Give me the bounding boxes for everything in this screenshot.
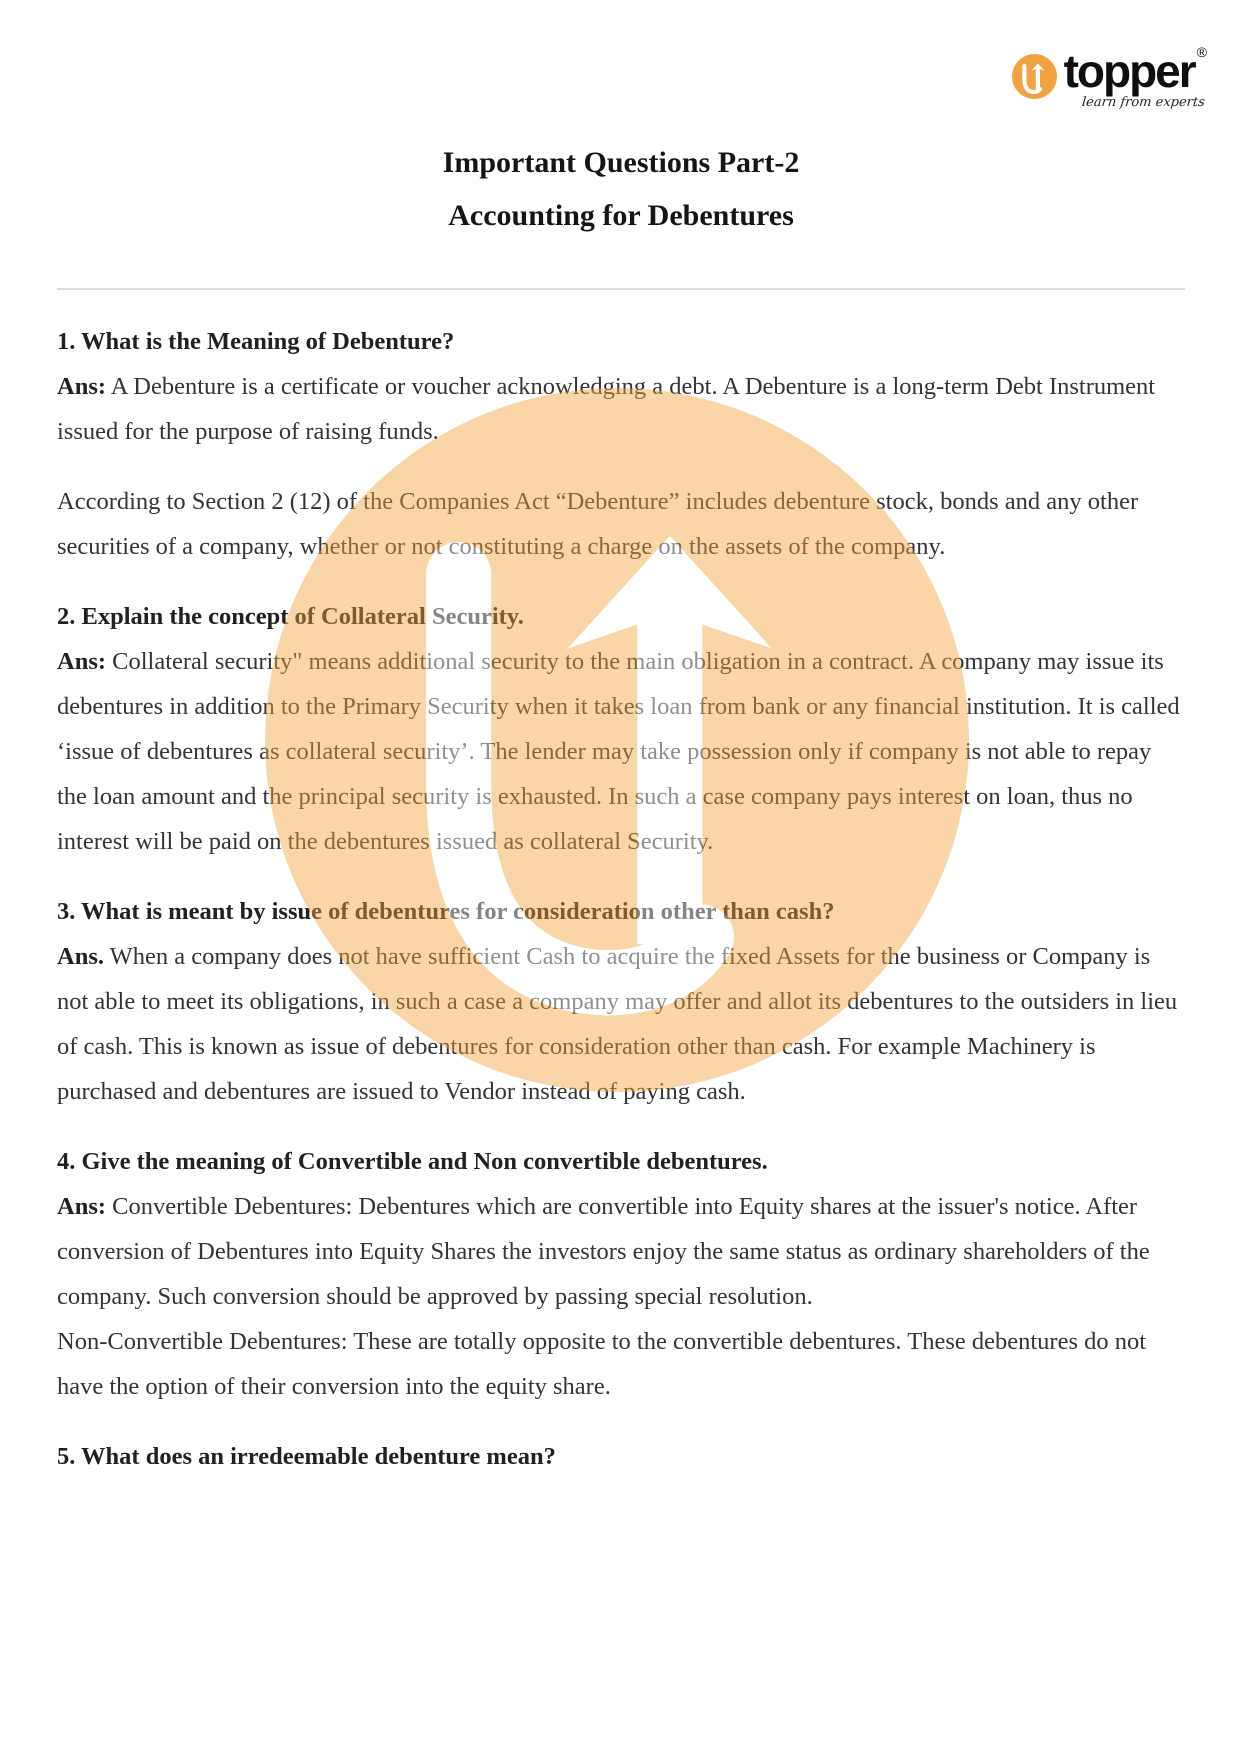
answer-text: Non-Convertible Debentures: These are totally opposite to the convertible debentures. These debentures do not have the option of their conversion into the equity share. <box>57 1328 1147 1400</box>
qa-block-1 <box>57 319 1185 569</box>
brand-wordmark: topper <box>1063 45 1195 97</box>
answer-text: A Debenture is a certificate or voucher acknowledging a debt. A Debenture is a long-term Debt Instrument issued for the purpose of raising funds. <box>57 373 1156 445</box>
answer-label: Ans. <box>57 943 104 970</box>
question-heading: 5. What does an irredeemable debenture mean? <box>57 1443 556 1470</box>
qa-block-3 <box>57 889 1185 1114</box>
title-block <box>57 0 1185 242</box>
utopper-logo-icon <box>1012 54 1057 99</box>
qa-block-5 <box>57 1434 1185 1479</box>
page-title: Important Questions Part-2 <box>442 146 800 179</box>
qa-block-2 <box>57 594 1185 864</box>
question-heading: 1. What is the Meaning of Debenture? <box>57 328 455 355</box>
answer-paragraph <box>57 1184 1185 1319</box>
qa-block-4 <box>57 1139 1185 1409</box>
brand-logo <box>1012 44 1207 110</box>
brand-tagline: learn from experts <box>1081 95 1206 110</box>
answer-paragraph <box>57 934 1185 1114</box>
answer-paragraph <box>57 639 1185 864</box>
brand-wordmark-block <box>1063 44 1207 110</box>
question-heading: 3. What is meant by issue of debentures for consideration other than cash? <box>57 898 835 925</box>
answer-text: Convertible Debentures: Debentures which are convertible into Equity shares at the issuer's notice. After conversion of Debentures into Equity Shares the investors enjoy the same status as ordinary shareholders of the company. Such conversion should be approved by passing special resolution. <box>57 1193 1150 1310</box>
answer-paragraph <box>57 364 1185 454</box>
answer-text: When a company does not have sufficient Cash to acquire the fixed Assets for the business or Company is not able to meet its obligations, in such a case a company may offer and allot its debentures to the outsiders in lieu of cash. This is known as issue of debentures for consideration other than cash. For example Machinery is purchased and debentures are issued to Vendor instead of paying cash. <box>57 943 1178 1105</box>
answer-label: Ans: <box>57 373 107 400</box>
page-subtitle: Accounting for Debentures <box>448 199 794 232</box>
answer-paragraph <box>57 479 1185 569</box>
answer-paragraph <box>57 1319 1185 1409</box>
qa-content <box>57 290 1185 1479</box>
answer-text: Collateral security" means additional security to the main obligation in a contract. A company may issue its debentures in addition to the Primary Security when it takes loan from bank or any financial institution. It is called ‘issue of debentures as collateral security’. The lender may take possession only if company is not able to repay the loan amount and the principal security is exhausted. In such a case company pays interest on loan, thus no interest will be paid on the debentures issued as collateral Security. <box>57 648 1180 855</box>
registered-trademark: ® <box>1196 44 1207 60</box>
question-heading: 2. Explain the concept of Collateral Security. <box>57 603 524 630</box>
question-heading: 4. Give the meaning of Convertible and Non convertible debentures. <box>57 1148 768 1175</box>
answer-text: According to Section 2 (12) of the Companies Act “Debenture” includes debenture stock, bonds and any other securities of a company, whether or not constituting a charge on the assets of the company. <box>57 488 1139 560</box>
answer-label: Ans: <box>57 1193 107 1220</box>
answer-label: Ans: <box>57 648 107 675</box>
